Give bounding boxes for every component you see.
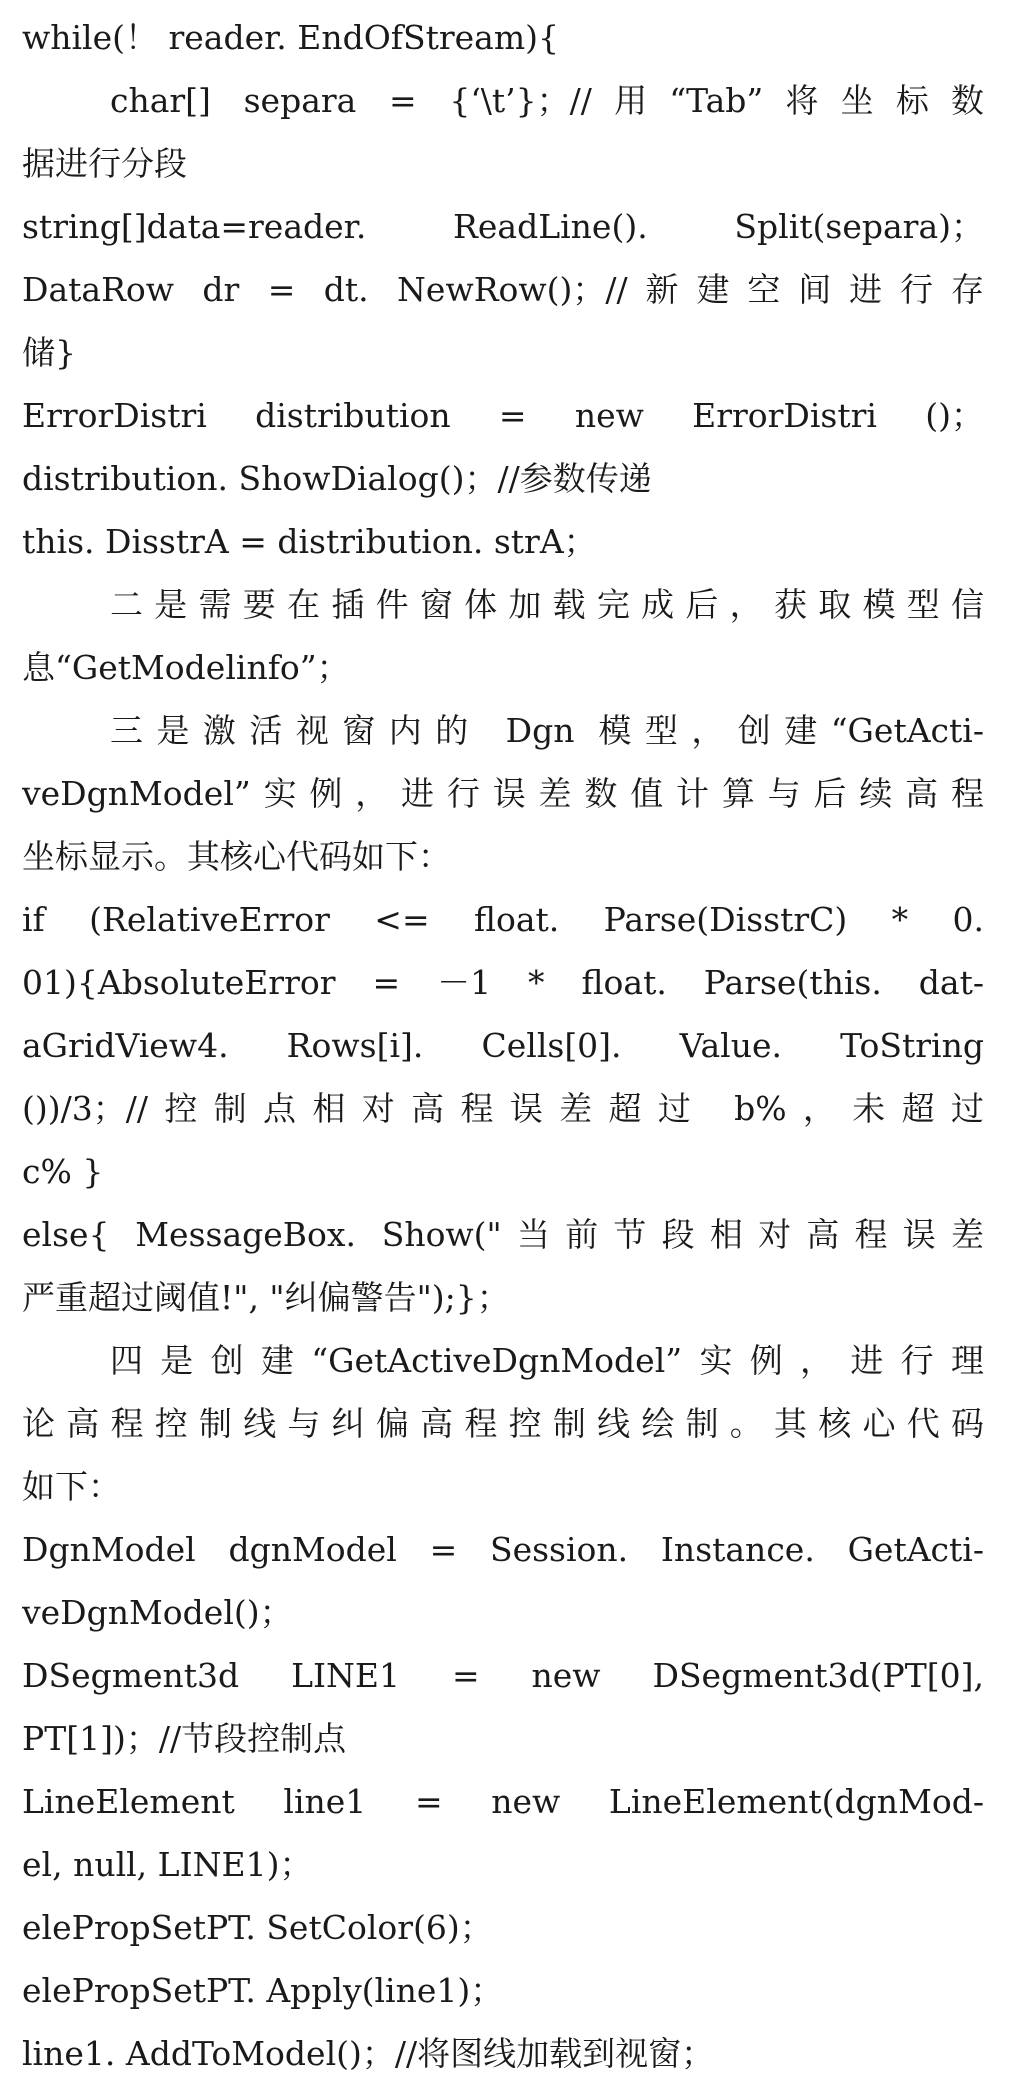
text-line: if (RelativeError <= float. Parse(DisstrC) * 0. [22, 900, 984, 939]
text-line: PT[1])；//节段控制点 [22, 1719, 347, 1758]
text-line: ())/3；//控制点相对高程误差超过 b%，未超过 [22, 1089, 984, 1128]
text-line: 01){AbsoluteError = －1 * float. Parse(this. dat- [22, 963, 984, 1002]
text-line: string[]data=reader. ReadLine(). Split(separa)； [22, 207, 984, 246]
document-body [22, 6, 984, 2085]
text-line: veDgnModel”实例，进行误差数值计算与后续高程 [22, 774, 984, 813]
text-line: 息“GetModelinfo”； [22, 648, 350, 687]
text-line: 如下： [22, 1467, 121, 1506]
text-line: ErrorDistri distribution = new ErrorDistri ()； [22, 396, 984, 435]
text-line: LineElement line1 = new LineElement(dgnMod- [22, 1782, 984, 1821]
text-line: DataRow dr = dt. NewRow()；//新建空间进行存 [22, 270, 984, 309]
text-line: aGridView4. Rows[i]. Cells[0]. Value. ToString [22, 1026, 984, 1065]
text-line: veDgnModel()； [22, 1593, 293, 1632]
text-line: elePropSetPT. SetColor(6)； [22, 1908, 493, 1947]
text-line: 严重超过阈值!", "纠偏警告");}； [22, 1278, 510, 1317]
text-line: this. DisstrA = distribution. strA； [22, 522, 597, 561]
text-line: else{ MessageBox. Show("当前节段相对高程误差 [22, 1215, 984, 1254]
text-line: DgnModel dgnModel = Session. Instance. GetActi- [22, 1530, 984, 1569]
text-line: 二是需要在插件窗体加载完成后，获取模型信 [110, 585, 984, 624]
text-line: 四是创建“GetActiveDgnModel”实例，进行理 [110, 1341, 984, 1380]
text-line: c% } [22, 1152, 104, 1191]
text-line: distribution. ShowDialog()；//参数传递 [22, 459, 652, 498]
text-line: 坐标显示。其核心代码如下： [22, 837, 451, 876]
text-line: 储} [22, 333, 76, 372]
text-line: el, null, LINE1)； [22, 1845, 313, 1884]
text-line: char[] separa = {‘\t’}；//用“Tab”将坐标数 [110, 81, 984, 120]
text-line: 三是激活视窗内的 Dgn 模型，创建“GetActi- [110, 711, 984, 750]
text-line: elePropSetPT. Apply(line1)； [22, 1971, 504, 2010]
text-line: 论高程控制线与纠偏高程控制线绘制。其核心代码 [22, 1404, 984, 1443]
text-line: line1. AddToModel()；//将图线加载到视窗； [22, 2034, 715, 2073]
text-line: while(！ reader. EndOfStream){ [22, 18, 560, 57]
text-line: DSegment3d LINE1 = new DSegment3d(PT[0], [22, 1656, 984, 1695]
text-line: 据进行分段 [22, 144, 187, 183]
